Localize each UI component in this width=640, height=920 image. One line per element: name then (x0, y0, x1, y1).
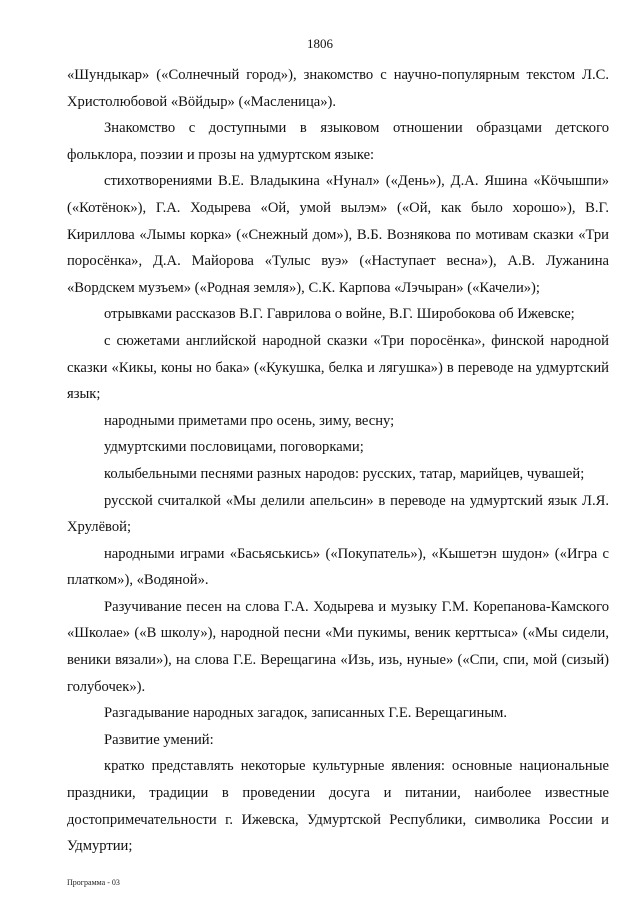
paragraph: Знакомство с доступными в языковом отношении образцами детского фольклора, поэзии и прозы на удмуртском языке: (67, 120, 609, 163)
footer-label: Программа - 03 (67, 878, 120, 887)
paragraph: русской считалкой «Мы делили апельсин» в переводе на удмуртский язык Л.Я. Хрулёвой; (67, 492, 609, 536)
paragraph: стихотворениями В.Е. Владыкина «Нунал» («День»), Д.А. Яшина «Кöчышпи» («Котёнок»), Г.А. Ходырева «Ой, умой вылэм» («Ой, как было хорошо»), В.Г. Кириллова «Лымы корка» («Снежный дом»), В.Б. Вознякова по мотивам сказки «Три поросёнка», Д.А. Майорова «Тулыс вуэ» («Наступает весна»), А.В. Лужанина «Вордскем музъем» («Родная земля»), С.К. Карпова «Лэчыран» («Качели»); (67, 173, 609, 296)
paragraph: удмуртскими пословицами, поговорками; (104, 439, 364, 456)
paragraph: Разгадывание народных загадок, записанных Г.Е. Верещагиным. (104, 705, 508, 722)
page-number: 1806 (307, 36, 333, 51)
paragraph: народными играми «Басьяськись» («Покупатель»), «Кышетэн шудон» («Игра с платком»), «Водяной». (67, 545, 609, 589)
paragraph: кратко представлять некоторые культурные явления: основные национальные праздники, традиции в проведении досуга и питании, наиболее известные достопримечательности г. Ижевска, Удмуртской Республики, символика России и Удмуртии; (67, 758, 609, 855)
paragraph: с сюжетами английской народной сказки «Три поросёнка», финской народной сказки «Кикы, коны но бака» («Кукушка, белка и лягушка») в переводе на удмуртский язык; (67, 332, 609, 403)
paragraph: «Шундыкар» («Солнечный город»), знакомство с научно-популярным текстом Л.С. Христолюбовой «Вöйдыр» («Масленица»). (67, 67, 609, 110)
document-body (67, 62, 609, 860)
paragraph: колыбельными песнями разных народов: русских, татар, марийцев, чувашей; (104, 465, 585, 482)
paragraph: Развитие умений: (104, 731, 214, 748)
paragraph: отрывками рассказов В.Г. Гаврилова о войне, В.Г. Широбокова об Ижевске; (104, 306, 575, 323)
paragraph: Разучивание песен на слова Г.А. Ходырева и музыку Г.М. Корепанова-Камского «Школае» («В школу»), народной песни «Ми пукимы, веник керттыса» («Мы сидели, веники вязали»), на слова Г.Е. Верещагина «Изь, изь, нуные» («Спи, спи, мой (сизый) голубочек»). (67, 598, 609, 695)
paragraph: народными приметами про осень, зиму, весну; (104, 412, 395, 429)
